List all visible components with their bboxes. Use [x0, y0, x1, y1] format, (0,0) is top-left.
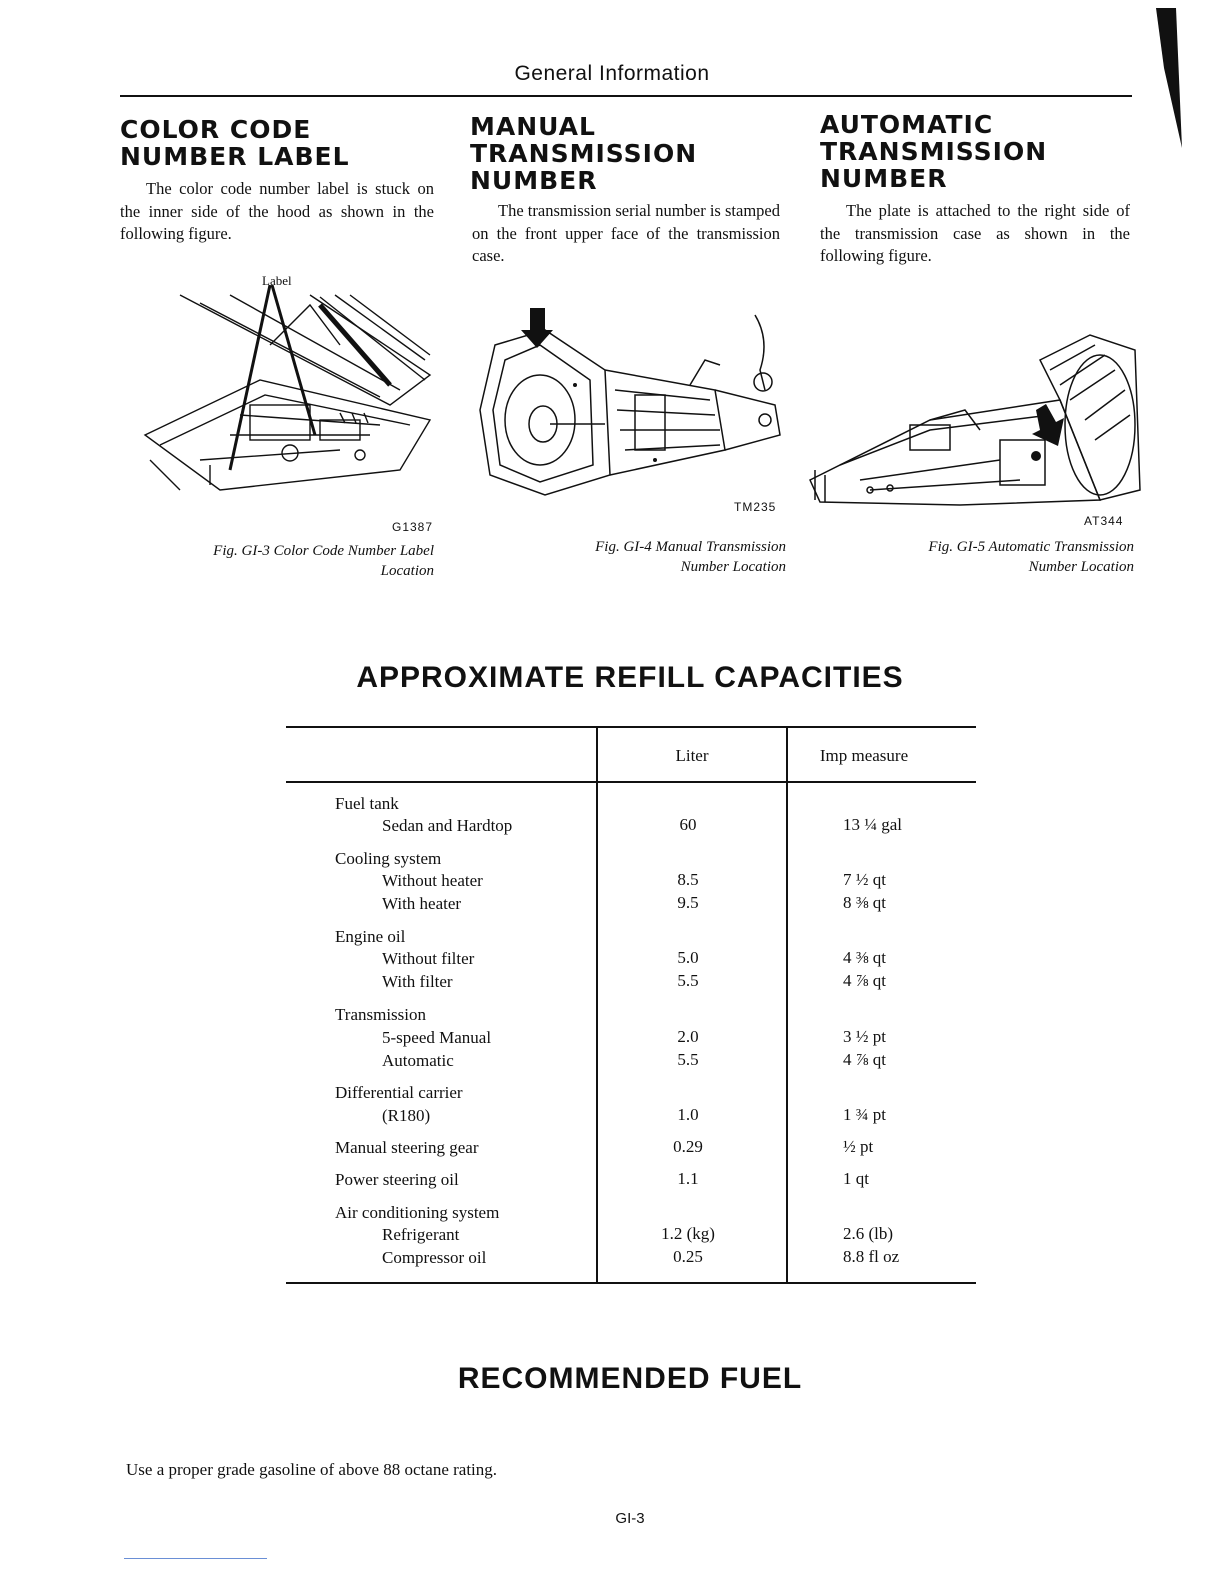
table-row-label: With filter	[382, 972, 453, 991]
footer-link-rule	[124, 1558, 267, 1559]
figure-caption-gi4-line1: Fig. GI-4 Manual Transmission	[595, 539, 786, 555]
table-cell-imp: 4 ⅜ qt	[843, 948, 886, 967]
figure-caption-gi5-line2: Number Location	[1028, 559, 1134, 575]
table-row-label: Manual steering gear	[335, 1138, 479, 1157]
table-cell-liter: 1.2 (kg)	[661, 1224, 715, 1243]
table-row-label: Differential carrier	[335, 1083, 463, 1102]
table-row-label: Fuel tank	[335, 794, 399, 813]
table-row-label: Power steering oil	[335, 1170, 459, 1189]
figure-code-tm235: TM235	[734, 500, 777, 514]
figure-caption-gi3-line1: Fig. GI-3 Color Code Number Label	[213, 543, 434, 559]
table-row-label: (R180)	[382, 1106, 431, 1125]
table-cell-imp: 4 ⅞ qt	[843, 1050, 886, 1069]
table-row-label: Engine oil	[335, 927, 406, 946]
table-cell-liter: 5.0	[677, 948, 699, 967]
table-top-rule	[286, 726, 976, 728]
table-row-label: Transmission	[335, 1005, 427, 1024]
manual-transmission-figure	[475, 300, 795, 500]
table-cell-imp: 7 ½ qt	[843, 870, 886, 889]
table-cell-imp: 3 ½ pt	[843, 1027, 886, 1046]
refill-capacities-title: APPROXIMATE REFILL CAPACITIES	[356, 661, 904, 694]
table-row-label: Cooling system	[335, 849, 442, 868]
table-cell-imp: ½ pt	[843, 1137, 874, 1156]
table-cell-imp: 1 qt	[843, 1169, 869, 1188]
table-row-label: Without filter	[382, 949, 475, 968]
table-col-divider-1	[596, 727, 598, 1283]
page-edge-mark	[1146, 8, 1186, 148]
table-col-divider-2	[786, 727, 788, 1283]
table-row-label: Refrigerant	[382, 1225, 460, 1244]
table-cell-imp: 2.6 (lb)	[843, 1224, 894, 1243]
table-cell-liter: 9.5	[677, 893, 699, 912]
header-rule	[120, 95, 1132, 97]
table-cell-imp: 1 ¾ pt	[843, 1105, 886, 1124]
column-header-liter: Liter	[675, 746, 709, 765]
table-row-label: Compressor oil	[382, 1248, 487, 1267]
table-cell-imp: 4 ⅞ qt	[843, 971, 886, 990]
table-cell-liter: 1.1	[677, 1169, 699, 1188]
table-cell-liter: 60	[679, 815, 697, 834]
table-cell-imp: 13 ¼ gal	[843, 815, 903, 834]
table-row-label: With heater	[382, 894, 462, 913]
page-number: GI-3	[615, 1510, 645, 1527]
column-header-imp-measure: Imp measure	[819, 746, 909, 765]
figure-caption-gi3-line2: Location	[380, 563, 434, 579]
figure-label-callout: Label	[262, 273, 292, 288]
table-cell-liter: 5.5	[677, 1050, 699, 1069]
hood-figure	[140, 285, 440, 500]
table-cell-liter: 5.5	[677, 971, 699, 990]
table-bottom-rule	[286, 1282, 976, 1284]
page-header-title: General Information	[514, 62, 710, 85]
manual-transmission-title: MANUAL TRANSMISSION NUMBER	[470, 112, 698, 195]
table-row-label: Without heater	[382, 871, 483, 890]
table-cell-liter: 8.5	[677, 870, 699, 889]
table-cell-liter: 1.0	[677, 1105, 699, 1124]
recommended-fuel-text: Use a proper grade gasoline of above 88 octane rating.	[126, 1460, 498, 1479]
manual-transmission-text: The transmission serial number is stamped on the front upper face of the transmission case.	[472, 201, 780, 265]
table-cell-liter: 0.29	[673, 1137, 703, 1156]
automatic-transmission-title: AUTOMATIC TRANSMISSION NUMBER	[820, 110, 1048, 193]
table-cell-imp: 8.8 fl oz	[843, 1247, 900, 1266]
figure-caption-gi5-line1: Fig. GI-5 Automatic Transmission	[928, 539, 1134, 555]
table-cell-imp: 8 ⅜ qt	[843, 893, 886, 912]
recommended-fuel-title: RECOMMENDED FUEL	[457, 1362, 803, 1395]
color-code-title: COLOR CODE NUMBER LABEL	[120, 115, 350, 171]
table-row-label: Air conditioning system	[335, 1203, 500, 1222]
table-header-rule	[286, 781, 976, 783]
figure-code-g1387: G1387	[392, 520, 434, 534]
table-row-label: Sedan and Hardtop	[382, 816, 513, 835]
figure-code-at344: AT344	[1084, 514, 1124, 528]
table-cell-liter: 2.0	[677, 1027, 699, 1046]
automatic-transmission-figure	[800, 330, 1145, 515]
color-code-text: The color code number label is stuck on the inner side of the hood as shown in the following figure.	[120, 179, 434, 243]
figure-caption-gi4-line2: Number Location	[680, 559, 786, 575]
table-cell-liter: 0.25	[673, 1247, 703, 1266]
automatic-transmission-text: The plate is attached to the right side of the transmission case as shown in the following figure.	[820, 201, 1130, 265]
table-row-label: 5-speed Manual	[382, 1028, 492, 1047]
table-row-label: Automatic	[382, 1051, 454, 1070]
